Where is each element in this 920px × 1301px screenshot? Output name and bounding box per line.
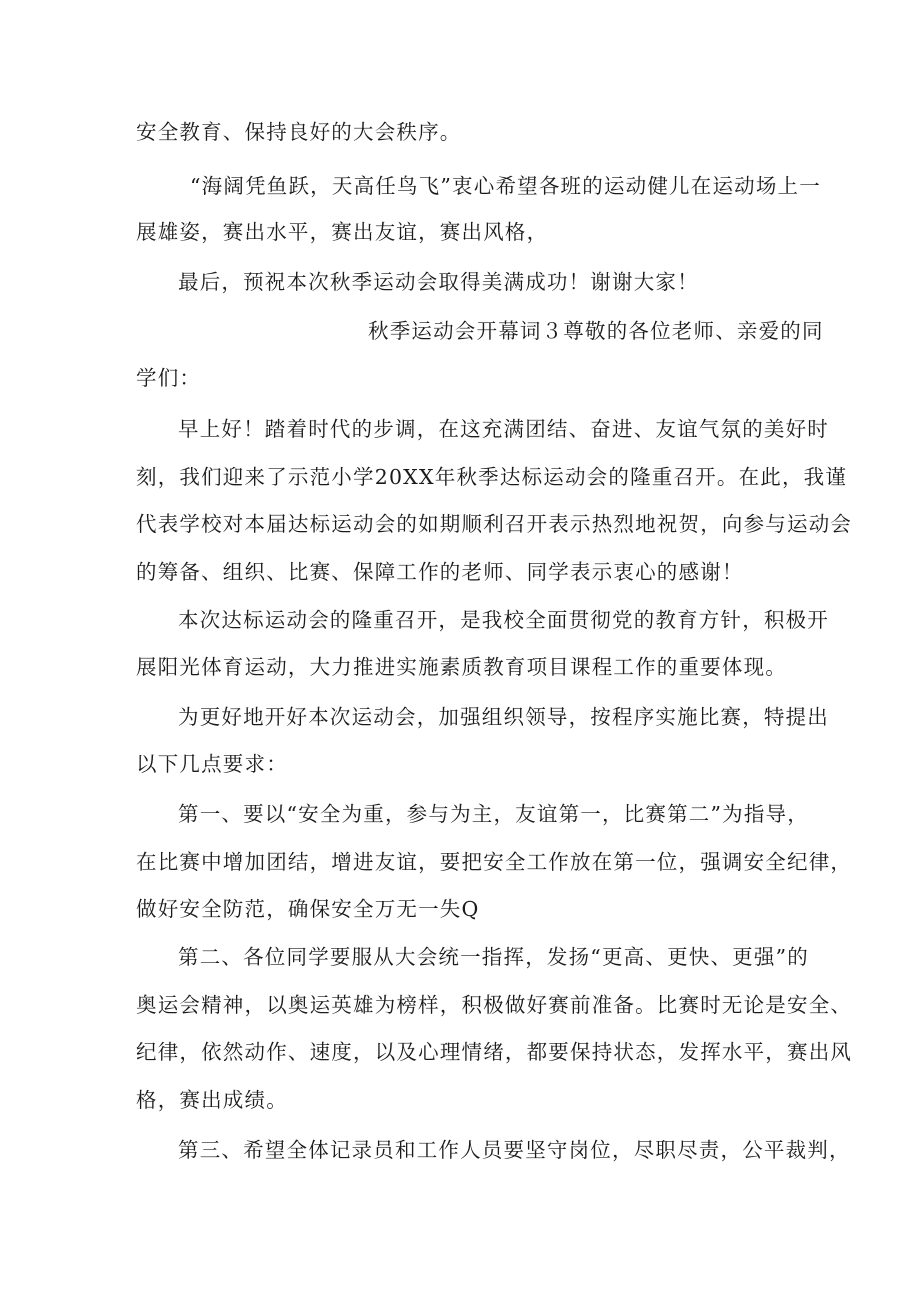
text-line: 早上好！踏着时代的步调，在这充满团结、奋进、友谊气氛的美好时: [178, 417, 829, 441]
text-line: 在比赛中增加团结，增进友谊，要把安全工作放在第一位，强调安全纪律，: [136, 850, 853, 874]
text-line: 格，赛出成绩。: [136, 1088, 288, 1112]
text-line: 代表学校对本届达标运动会的如期顺利召开表示热烈地祝贺，向参与运动会: [136, 512, 853, 536]
text-line: 纪律，依然动作、速度，以及心理情绪，都要保持状态，发挥水平，赛出风: [136, 1040, 853, 1064]
text-line: 展阳光体育运动，大力推进实施素质教育项目课程工作的重要体现。: [136, 655, 787, 679]
text-line: 第一、要以“安全为重，参与为主，友谊第一，比赛第二”为指导，: [178, 802, 809, 826]
text-line: “海阔凭鱼跃，天高任鸟飞”衷心希望各班的运动健儿在运动场上一: [190, 174, 821, 198]
text-line: 为更好地开好本次运动会，加强组织领导，按程序实施比赛，特提出: [178, 705, 829, 729]
text-line: 做好安全防范，确保安全万无一失Q: [136, 897, 480, 921]
text-line: 刻，我们迎来了示范小学20XX年秋季达标运动会的隆重召开。在此，我谨: [136, 465, 848, 489]
text-line: 奥运会精神，以奥运英雄为榜样，积极做好赛前准备。比赛时无论是安全、: [136, 993, 853, 1017]
text-line: 学们：: [136, 366, 202, 390]
text-line: 最后，预祝本次秋季运动会取得美满成功！谢谢大家！: [178, 270, 699, 294]
text-line: 本次达标运动会的隆重召开，是我校全面贯彻党的教育方针，积极开: [178, 608, 829, 632]
text-line: 的筹备、组织、比赛、保障工作的老师、同学表示衷心的感谢！: [136, 560, 744, 584]
text-line: 以下几点要求：: [136, 752, 288, 776]
text-line: 展雄姿，赛出水平，赛出友谊，赛出风格，: [136, 220, 549, 244]
text-line: 第二、各位同学要服从大会统一指挥，发扬“更高、更快、更强”的: [178, 945, 809, 969]
text-line: 第三、希望全体记录员和工作人员要坚守岗位，尽职尽责，公平裁判，: [178, 1138, 851, 1162]
text-line: 秋季运动会开幕词３尊敬的各位老师、亲爱的同: [368, 319, 824, 343]
text-line: 安全教育、保持良好的大会秩序。: [136, 120, 462, 144]
